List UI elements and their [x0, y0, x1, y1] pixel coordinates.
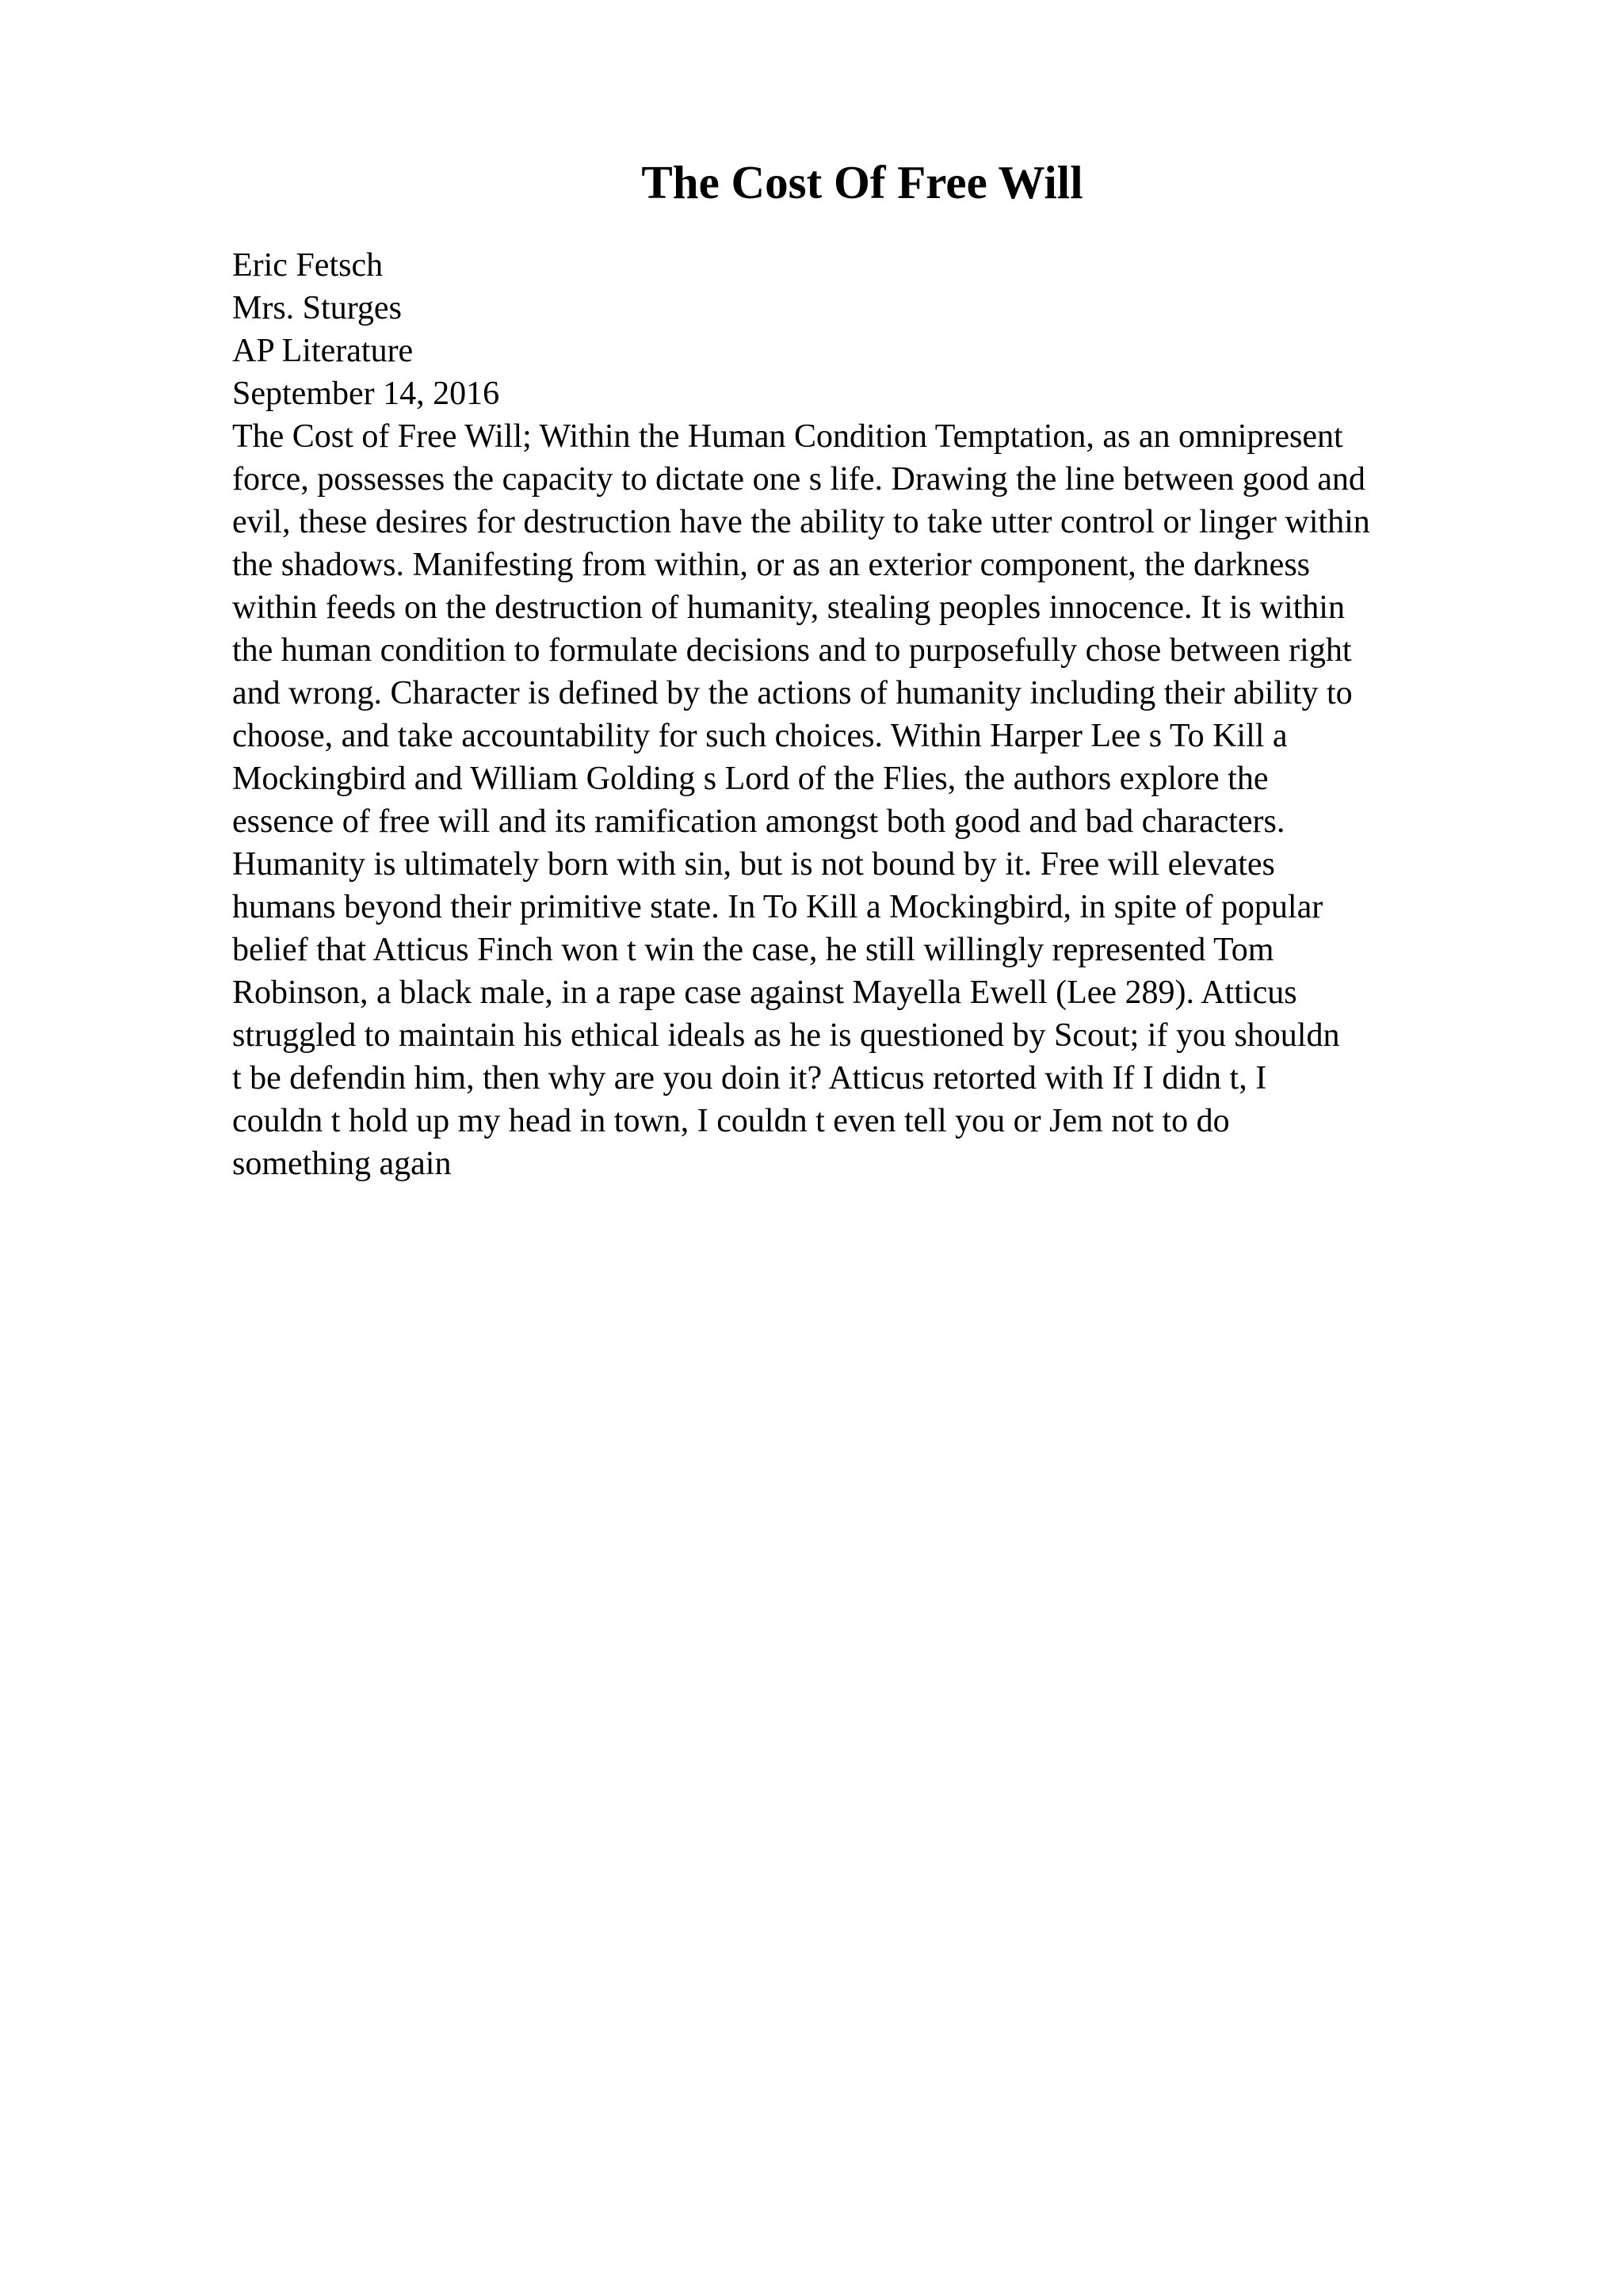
- document-date: September 14, 2016: [232, 376, 500, 412]
- body-line: the shadows. Manifesting from within, or as an exterior component, the darkness: [232, 547, 1311, 583]
- body-line: Humanity is ultimately born with sin, but is not bound by it. Free will elevates: [232, 846, 1275, 883]
- author-name: Eric Fetsch: [232, 247, 384, 284]
- body-line: choose, and take accountability for such choices. Within Harper Lee s To Kill a: [232, 718, 1288, 754]
- body-line: the human condition to formulate decisions and to purposefully chose between right: [232, 632, 1352, 669]
- body-line: force, possesses the capacity to dictate one s life. Drawing the line between good and: [232, 461, 1365, 498]
- document-content: [232, 244, 1516, 1185]
- body-line: and wrong. Character is defined by the actions of humanity including their ability to: [232, 675, 1353, 711]
- body-line: within feeds on the destruction of humanity, stealing peoples innocence. It is within: [232, 589, 1345, 626]
- body-line: The Cost of Free Will; Within the Human Condition Temptation, as an omnipresent: [232, 418, 1343, 455]
- body-line: Mockingbird and William Golding s Lord of the Flies, the authors explore the: [232, 761, 1269, 797]
- body-line: struggled to maintain his ethical ideals as he is questioned by Scout; if you shouldn: [232, 1017, 1340, 1054]
- course-name: AP Literature: [232, 333, 414, 369]
- body-line: evil, these desires for destruction have the ability to take utter control or linger within: [232, 504, 1370, 540]
- header-block: [232, 244, 1516, 415]
- body-line: something again: [232, 1146, 452, 1182]
- body-line: belief that Atticus Finch won t win the case, he still willingly represented Tom: [232, 932, 1274, 968]
- document-title: The Cost Of Free Will: [641, 156, 1083, 208]
- body-line: essence of free will and its ramification amongst both good and bad characters.: [232, 803, 1285, 840]
- body-line: t be defendin him, then why are you doin it? Atticus retorted with If I didn t, I: [232, 1060, 1267, 1097]
- teacher-name: Mrs. Sturges: [232, 290, 402, 326]
- essay-body: [232, 415, 1516, 1185]
- body-line: humans beyond their primitive state. In To Kill a Mockingbird, in spite of popular: [232, 889, 1323, 925]
- body-line: couldn t hold up my head in town, I couldn t even tell you or Jem not to do: [232, 1103, 1230, 1139]
- body-line: Robinson, a black male, in a rape case against Mayella Ewell (Lee 289). Atticus: [232, 974, 1297, 1011]
